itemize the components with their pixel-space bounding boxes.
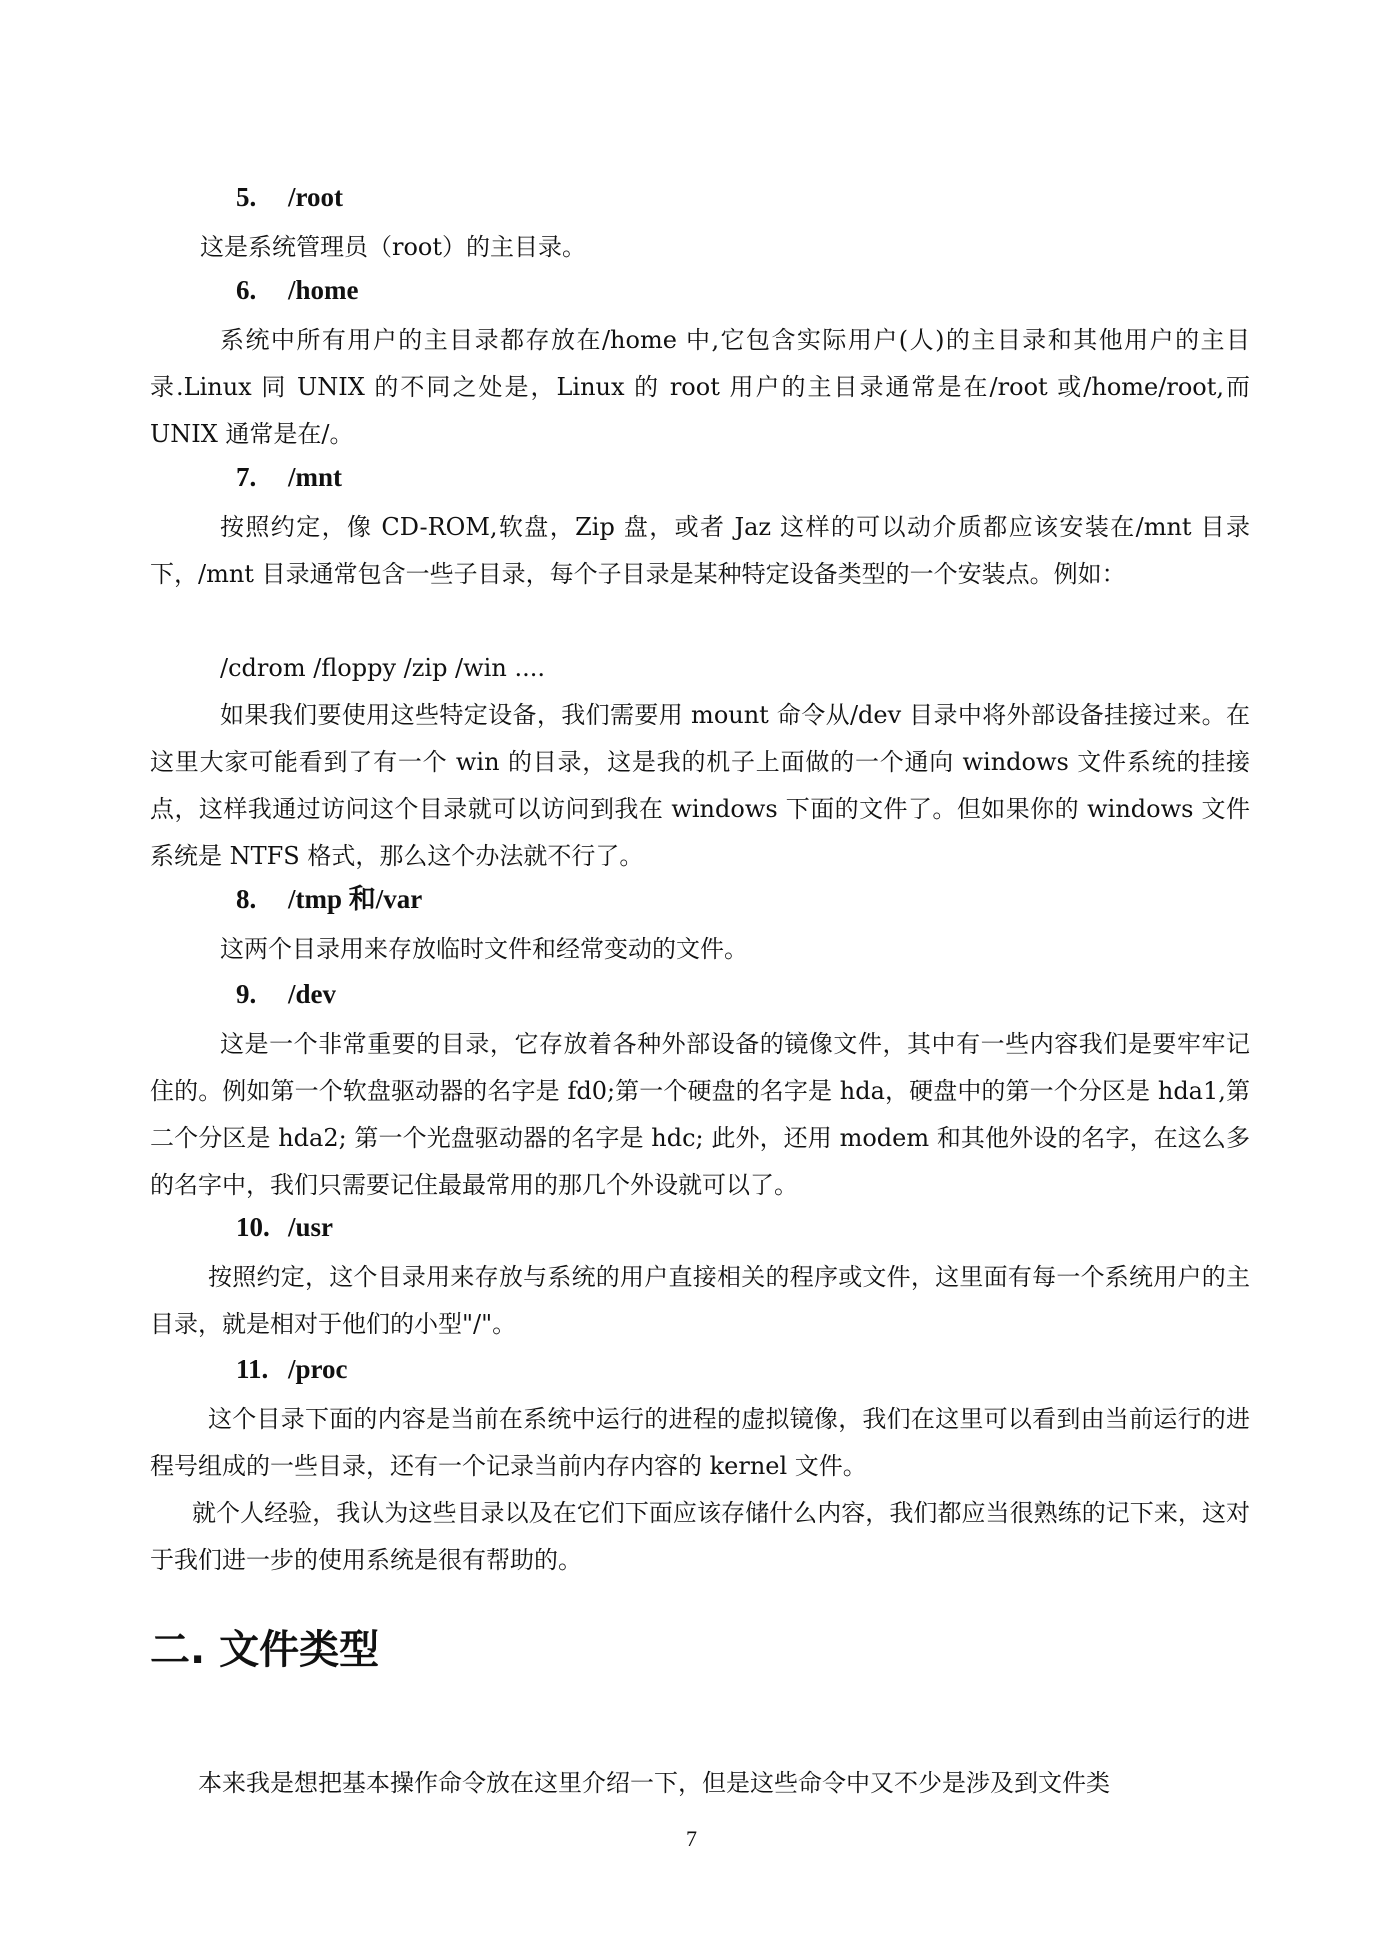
- paragraph-dev: 这是一个非常重要的目录，它存放着各种外部设备的镜像文件，其中有一些内容我们是要牢牢记住的。例如第一个软盘驱动器的名字是 fd0;第一个硬盘的名字是 hda，硬盘中的第一个分区是 hda1,第二个分区是 hda2; 第一个光盘驱动器的名字是 hdc; 此外，还用 modem 和其他外设的名字，在这么多的名字中，我们只需要记住最最常用的那几个外设就可以了。: [150, 1030, 1250, 1199]
- paragraph-mnt-1: 按照约定，像 CD-ROM,软盘，Zip 盘，或者 Jaz 这样的可以动介质都应该安装在/mnt 目录下，/mnt 目录通常包含一些子目录，每个子目录是某种特定设备类型的一个安装点。例如：: [150, 513, 1250, 588]
- heading-root: 5. /root: [236, 182, 343, 212]
- paragraph-summary: 就个人经验，我认为这些目录以及在它们下面应该存储什么内容，我们都应当很熟练的记下来，这对于我们进一步的使用系统是很有帮助的。: [150, 1499, 1250, 1574]
- section-paragraph: 本来我是想把基本操作命令放在这里介绍一下，但是这些命令中又不少是涉及到文件类: [198, 1769, 1110, 1797]
- paragraph-home: 系统中所有用户的主目录都存放在/home 中,它包含实际用户(人)的主目录和其他用户的主目录.Linux 同 UNIX 的不同之处是，Linux 的 root 用户的主目录通常是在/root 或/home/root,而 UNIX 通常是在/。: [150, 326, 1250, 448]
- heading-home: 6. /home: [236, 275, 359, 305]
- paragraph-tmp-var: 这两个目录用来存放临时文件和经常变动的文件。: [220, 935, 748, 963]
- heading-mnt: 7. /mnt: [236, 462, 342, 492]
- paragraph-usr: 按照约定，这个目录用来存放与系统的用户直接相关的程序或文件，这里面有每一个系统用户的主目录，就是相对于他们的小型"/"。: [150, 1263, 1250, 1338]
- paragraph-mnt-3: 如果我们要使用这些特定设备，我们需要用 mount 命令从/dev 目录中将外部设备挂接过来。在这里大家可能看到了有一个 win 的目录，这是我的机子上面做的一个通向 windows 文件系统的挂接点，这样我通过访问这个目录就可以访问到我在 windows 下面的文件了。但如果你的 windows 文件系统是 NTFS 格式，那么这个办法就不行了。: [150, 701, 1250, 870]
- paragraph-root: 这是系统管理员（root）的主目录。: [200, 233, 587, 261]
- paragraph-proc: 这个目录下面的内容是当前在系统中运行的进程的虚拟镜像，我们在这里可以看到由当前运行的进程号组成的一些目录，还有一个记录当前内存内容的 kernel 文件。: [150, 1405, 1250, 1480]
- heading-dev: 9. /dev: [236, 979, 337, 1009]
- paragraph-mnt-2: /cdrom /floppy /zip /win ....: [220, 654, 545, 682]
- section-title: 二. 文件类型: [150, 1627, 380, 1673]
- heading-proc: 11. /proc: [236, 1354, 348, 1384]
- heading-tmp-var: 8. /tmp 和/var: [236, 884, 423, 914]
- page-number: 7: [686, 1826, 697, 1851]
- heading-usr: 10. /usr: [236, 1212, 334, 1242]
